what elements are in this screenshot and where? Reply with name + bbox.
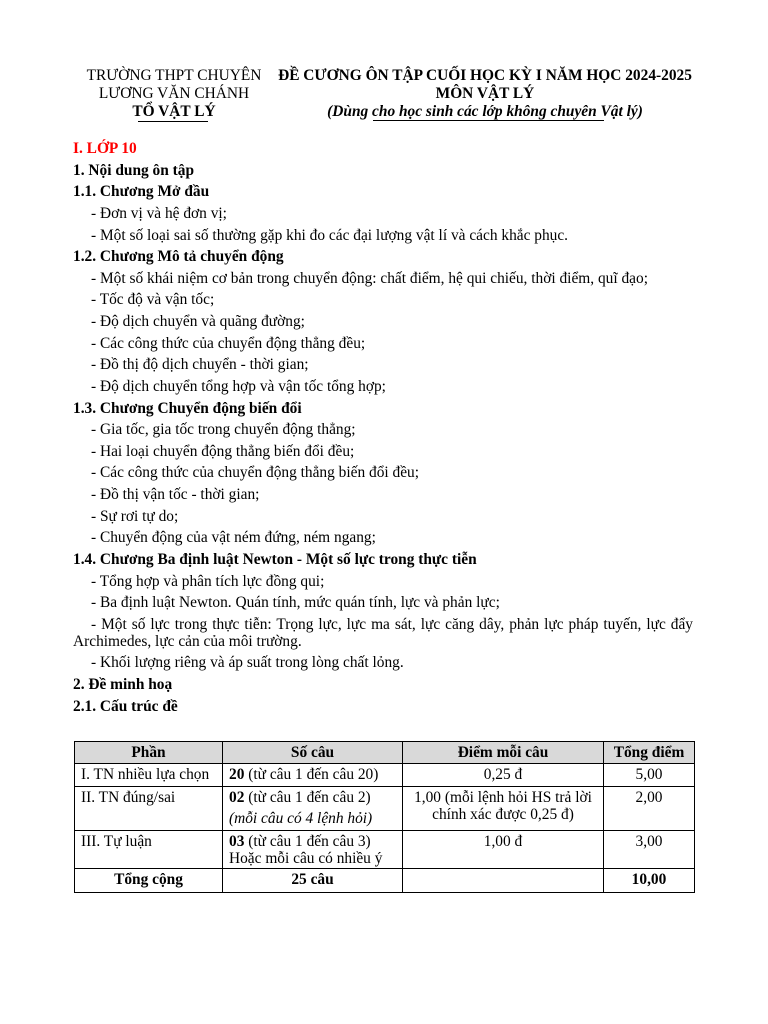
- list-item: - Độ dịch chuyển và quãng đường;: [91, 313, 305, 330]
- list-item: - Sự rơi tự do;: [91, 507, 179, 525]
- question-count: 02: [229, 789, 245, 806]
- list-item: - Một số loại sai số thường gặp khi đo các đại lượng vật lí và cách khắc phục.: [91, 226, 569, 244]
- content-heading: 1. Nội dung ôn tập: [73, 161, 195, 179]
- question-note: Hoặc mỗi câu có nhiều ý: [229, 850, 383, 867]
- cell-part: III. Tự luận: [75, 831, 223, 869]
- school-name-line1: TRƯỜNG THPT CHUYÊN: [86, 67, 262, 84]
- department-name: TỔ VẬT LÝ: [132, 103, 216, 120]
- sample-heading: 2. Đề minh hoạ: [73, 676, 173, 693]
- cell-question-count: [223, 831, 403, 869]
- list-item: - Đồ thị độ dịch chuyển - thời gian;: [91, 356, 309, 374]
- cell-question-count: [223, 787, 403, 831]
- question-range: (từ câu 1 đến câu 3): [248, 833, 371, 850]
- question-range: (từ câu 1 đến câu 2): [248, 789, 371, 806]
- table-total-row: [75, 869, 695, 893]
- chapter-title: 1.4. Chương Ba định luật Newton - Một số lực trong thực tiễn: [73, 550, 477, 568]
- section-title: I. LỚP 10: [73, 140, 137, 157]
- list-item: - Các công thức của chuyển động thẳng đều;: [91, 334, 366, 352]
- document-header: [275, 67, 695, 121]
- audience-note: (Dùng cho học sinh các lớp không chuyên Vật lý): [327, 103, 643, 120]
- list-item: - Tổng hợp và phân tích lực đồng qui;: [91, 572, 325, 590]
- total-points-each-cell: [403, 869, 604, 893]
- cell-points-each: 0,25 đ: [403, 764, 604, 787]
- school-name-line2: LƯƠNG VĂN CHÁNH: [98, 85, 250, 102]
- table-row: [75, 764, 695, 787]
- question-range: (từ câu 1 đến câu 20): [248, 766, 379, 783]
- document-body: [73, 140, 693, 719]
- question-count: 20: [229, 766, 245, 783]
- list-item: - Độ dịch chuyển tổng hợp và vận tốc tổng hợp;: [91, 377, 386, 395]
- cell-points-each: 1,00 đ: [403, 831, 604, 869]
- exam-structure-table: [74, 741, 695, 893]
- chapter-title: 1.1. Chương Mở đầu: [73, 183, 210, 201]
- list-item: - Gia tốc, gia tốc trong chuyển động thẳng;: [91, 421, 356, 439]
- cell-part: II. TN đúng/sai: [75, 787, 223, 831]
- document-title: ĐỀ CƯƠNG ÔN TẬP CUỐI HỌC KỲ I NĂM HỌC 2024-2025: [278, 67, 692, 84]
- list-item: - Tốc độ và vận tốc;: [91, 291, 215, 309]
- column-header-question-count: Số câu: [223, 742, 403, 764]
- chapter-title: 1.2. Chương Mô tả chuyển động: [73, 248, 284, 266]
- list-item: - Hai loại chuyển động thẳng biến đổi đều;: [91, 442, 355, 460]
- sample-subheading: 2.1. Cấu trúc đề: [73, 697, 178, 715]
- total-points: 10,00: [604, 869, 695, 893]
- list-item: - Đơn vị và hệ đơn vị;: [91, 204, 227, 222]
- cell-total-points: 2,00: [604, 787, 695, 831]
- table-header-row: [75, 742, 695, 764]
- list-item: - Các công thức của chuyển động thẳng biến đổi đều;: [91, 464, 420, 482]
- list-item: - Đồ thị vận tốc - thời gian;: [91, 486, 260, 503]
- total-question-count: 25 câu: [223, 869, 403, 893]
- question-count: 03: [229, 833, 245, 850]
- total-label: Tổng cộng: [75, 869, 223, 893]
- list-item: - Chuyển động của vật ném đứng, ném ngang;: [91, 529, 376, 547]
- department-underline: [138, 121, 208, 122]
- list-item: - Khối lượng riêng và áp suất trong lòng chất lỏng.: [91, 654, 404, 672]
- list-item: - Một số khái niệm cơ bản trong chuyển động: chất điểm, hệ qui chiếu, thời điểm, quĩ đạo;: [91, 269, 648, 287]
- column-header-part: Phần: [75, 742, 223, 764]
- list-item: - Ba định luật Newton. Quán tính, mức quán tính, lực và phản lực;: [91, 594, 500, 612]
- table-row: [75, 831, 695, 869]
- cell-points-each: 1,00 (mỗi lệnh hỏi HS trả lời chính xác được 0,25 đ): [403, 787, 604, 831]
- table-row: [75, 787, 695, 831]
- cell-part: I. TN nhiều lựa chọn: [75, 764, 223, 787]
- subject-title: MÔN VẬT LÝ: [435, 85, 535, 102]
- chapter-title: 1.3. Chương Chuyển động biến đổi: [73, 399, 302, 417]
- cell-total-points: 3,00: [604, 831, 695, 869]
- column-header-total-points: Tổng điểm: [604, 742, 695, 764]
- school-header: [73, 67, 275, 121]
- header-underline: [373, 120, 604, 121]
- list-item: - Một số lực trong thực tiễn: Trọng lực, lực ma sát, lực căng dây, phản lực pháp tuyến, lực đẩy Archimedes, lực cản của môi trường.: [73, 615, 693, 650]
- cell-question-count: [223, 764, 403, 787]
- column-header-points-each: Điểm mỗi câu: [403, 742, 604, 764]
- question-note: (mỗi câu có 4 lệnh hỏi): [229, 810, 373, 827]
- cell-total-points: 5,00: [604, 764, 695, 787]
